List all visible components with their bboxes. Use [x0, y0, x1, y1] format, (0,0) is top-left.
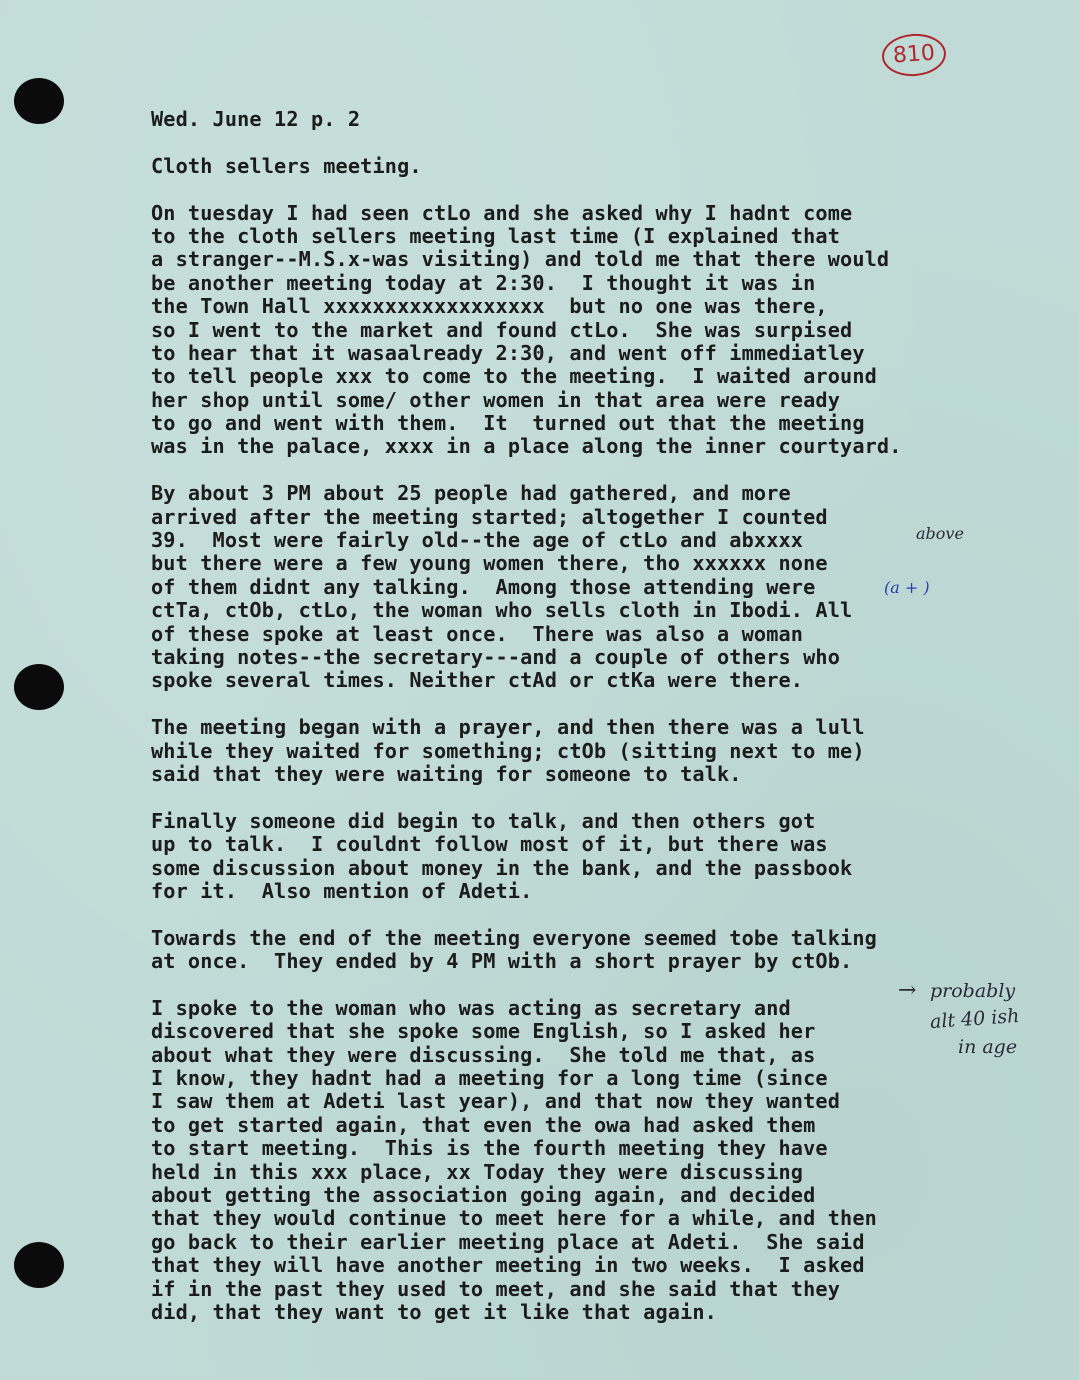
- handwritten-note-in-age: in age: [958, 1036, 1018, 1058]
- text-line: the Town Hall xxxxxxxxxxxxxxxxxx but no one was there,: [151, 294, 828, 319]
- text-line: about getting the association going again, and decided: [151, 1182, 816, 1207]
- text-line: while they waited for something; ctOb (sitting next to me): [151, 738, 865, 763]
- handwritten-note-age-estimate: alt 40 ish: [929, 1004, 1021, 1034]
- text-line: to get started again, that even the owa had asked them: [151, 1112, 816, 1137]
- text-line: to go and went with them. It turned out that the meeting: [151, 411, 865, 436]
- text-line: of these spoke at least once. There was also a woman: [151, 621, 804, 646]
- punch-hole-top: [14, 78, 64, 124]
- text-line: for it. Also mention of Adeti.: [151, 878, 533, 903]
- text-line: On tuesday I had seen ctLo and she asked why I hadnt come: [151, 200, 853, 225]
- text-line: Towards the end of the meeting everyone seemed tobe talking: [151, 925, 877, 950]
- handwritten-arrow: →: [898, 978, 917, 1003]
- text-line: I spoke to the woman who was acting as secretary and: [151, 995, 791, 1020]
- text-line: Wed. June 12 p. 2: [151, 107, 361, 131]
- text-line: spoke several times. Neither ctAd or ctKa were there.: [151, 668, 804, 693]
- typed-notes-body: [151, 108, 1021, 1324]
- text-line: arrived after the meeting started; altogether I counted: [151, 504, 828, 529]
- text-line: taking notes--the secretary---and a couple of others who: [151, 644, 841, 669]
- punch-hole-middle: [14, 664, 64, 710]
- text-line: Cloth sellers meeting.: [151, 153, 422, 178]
- paragraph-gap: [151, 178, 1021, 201]
- text-line: go back to their earlier meeting place at Adeti. She said: [151, 1229, 865, 1254]
- text-line: I saw them at Adeti last year), and that now they wanted: [151, 1089, 841, 1114]
- text-line: to start meeting. This is the fourth meeting they have: [151, 1136, 828, 1161]
- text-line: said that they were waiting for someone to talk.: [151, 761, 742, 786]
- punch-hole-bottom: [14, 1242, 64, 1288]
- text-line: her shop until some/ other women in that area were ready: [151, 387, 841, 412]
- text-line: to tell people xxx to come to the meeting. I waited around: [151, 364, 877, 389]
- text-line: discovered that she spoke some English, so I asked her: [151, 1019, 816, 1044]
- paragraph-gap: [151, 693, 1021, 716]
- paragraph-gap: [151, 786, 1021, 809]
- text-line: to hear that it wasaalready 2:30, and went off immediatley: [151, 340, 865, 365]
- text-line: held in this xxx place, xx Today they were discussing: [151, 1159, 804, 1184]
- text-line: to the cloth sellers meeting last time (I explained that: [151, 223, 841, 248]
- text-line: so I went to the market and found ctLo. She was surpised: [151, 317, 853, 342]
- text-line: about what they were discussing. She told me that, as: [151, 1042, 816, 1067]
- paragraph-gap: [151, 903, 1021, 926]
- page-number-stamp: 810: [881, 32, 948, 78]
- paragraph-gap: [151, 459, 1021, 482]
- text-line: was in the palace, xxxx in a place along the inner courtyard.: [151, 434, 902, 459]
- paragraph-gap: [151, 973, 1021, 996]
- handwritten-bracket-insert: (a + ): [884, 578, 930, 597]
- text-line: I know, they hadnt had a meeting for a long time (since: [151, 1066, 828, 1091]
- handwritten-note-probably: probably: [930, 980, 1016, 1002]
- text-line: that they would continue to meet here for a while, and then: [151, 1206, 877, 1231]
- text-line: if in the past they used to meet, and she said that they: [151, 1276, 841, 1301]
- text-line: up to talk. I couldnt follow most of it, but there was: [151, 832, 828, 857]
- text-line: Finally someone did begin to talk, and then others got: [151, 808, 816, 833]
- text-line: a stranger--M.S.x-was visiting) and told me that there would: [151, 247, 890, 272]
- handwritten-note-above: above: [916, 524, 964, 543]
- paragraph-gap: [151, 131, 1021, 154]
- text-line: that they will have another meeting in two weeks. I asked: [151, 1253, 865, 1278]
- text-line: but there were a few young women there, tho xxxxxx none: [151, 551, 828, 576]
- text-line: ctTa, ctOb, ctLo, the woman who sells cloth in Ibodi. All: [151, 598, 853, 623]
- text-line: of them didnt any talking. Among those attending were: [151, 574, 816, 599]
- text-line: at once. They ended by 4 PM with a short prayer by ctOb.: [151, 949, 853, 974]
- text-line: By about 3 PM about 25 people had gathered, and more: [151, 481, 791, 506]
- text-line: be another meeting today at 2:30. I thought it was in: [151, 270, 816, 295]
- text-line: 39. Most were fairly old--the age of ctLo and abxxxx: [151, 528, 804, 553]
- text-line: did, that they want to get it like that again.: [151, 1299, 717, 1324]
- text-line: The meeting began with a prayer, and then there was a lull: [151, 715, 865, 740]
- text-line: some discussion about money in the bank, and the passbook: [151, 855, 853, 880]
